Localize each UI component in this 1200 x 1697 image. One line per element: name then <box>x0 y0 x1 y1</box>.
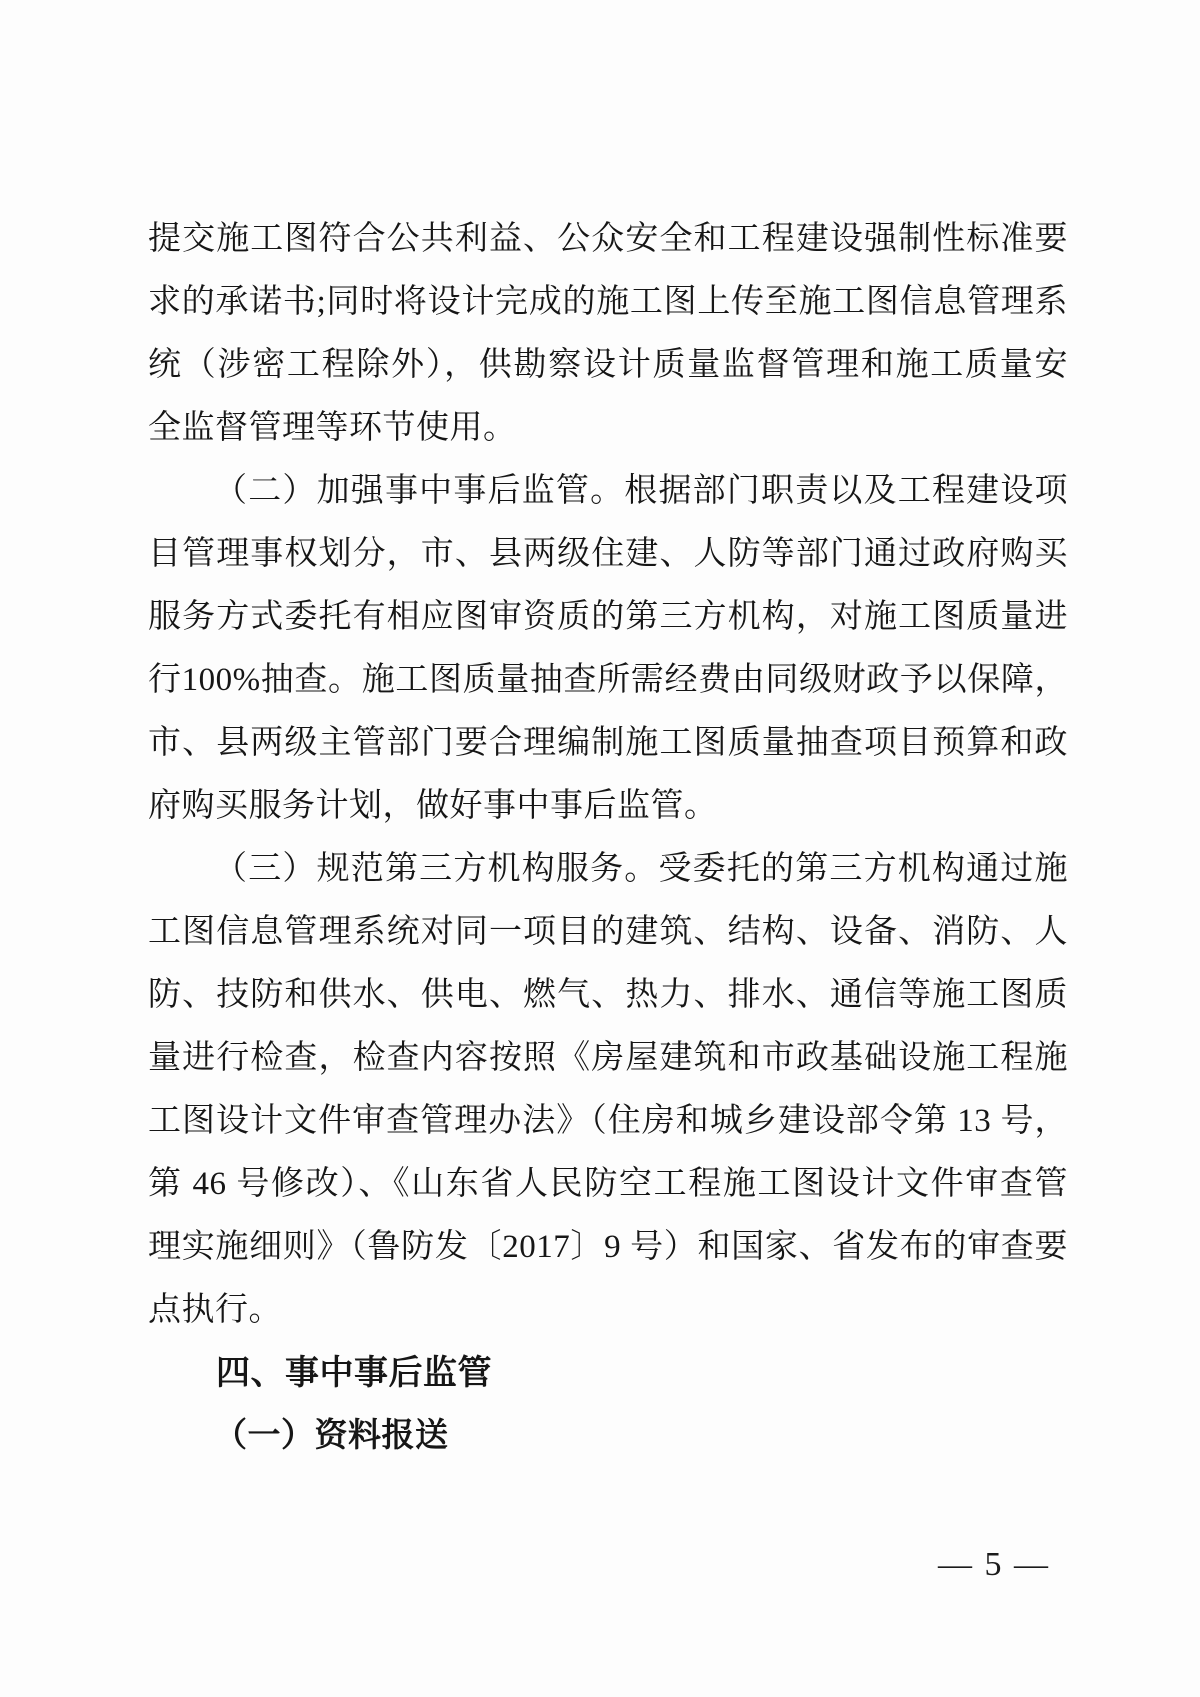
paragraph-h2: （一）资料报送 <box>214 1418 449 1454</box>
document-body <box>148 208 1068 1468</box>
paragraph-h1: 四、事中事后监管 <box>216 1354 492 1392</box>
page-number: — 5 — <box>938 1546 1050 1583</box>
page-footer <box>938 1543 1050 1587</box>
paragraph-p3: （三）规范第三方机构服务。受委托的第三方机构通过施工图信息管理系统对同一项目的建筑、结构、设备、消防、人防、技防和供水、供电、燃气、热力、排水、通信等施工图质量进行检查，检查内容按照《房屋建筑和市政基础设施工程施工图设计文件审查管理办法》（住房和城乡建设部令第 13 号，第 46 号修改）、《山东省人民防空工程施工图设计文件审查管理实施细则》（鲁防发〔2017〕9 号）和国家、省发布的审查要点执行。 <box>148 851 1068 1328</box>
paragraph-p2: （二）加强事中事后监管。根据部门职责以及工程建设项目管理事权划分，市、县两级住建、人防等部门通过政府购买服务方式委托有相应图审资质的第三方机构，对施工图质量进行100%抽查。施工图质量抽查所需经费由同级财政予以保障，市、县两级主管部门要合理编制施工图质量抽查项目预算和政府购买服务计划，做好事中事后监管。 <box>148 473 1068 824</box>
paragraph-p1: 提交施工图符合公共利益、公众安全和工程建设强制性标准要求的承诺书;同时将设计完成的施工图上传至施工图信息管理系统（涉密工程除外），供勘察设计质量监督管理和施工质量安全监督管理等环节使用。 <box>148 221 1068 446</box>
